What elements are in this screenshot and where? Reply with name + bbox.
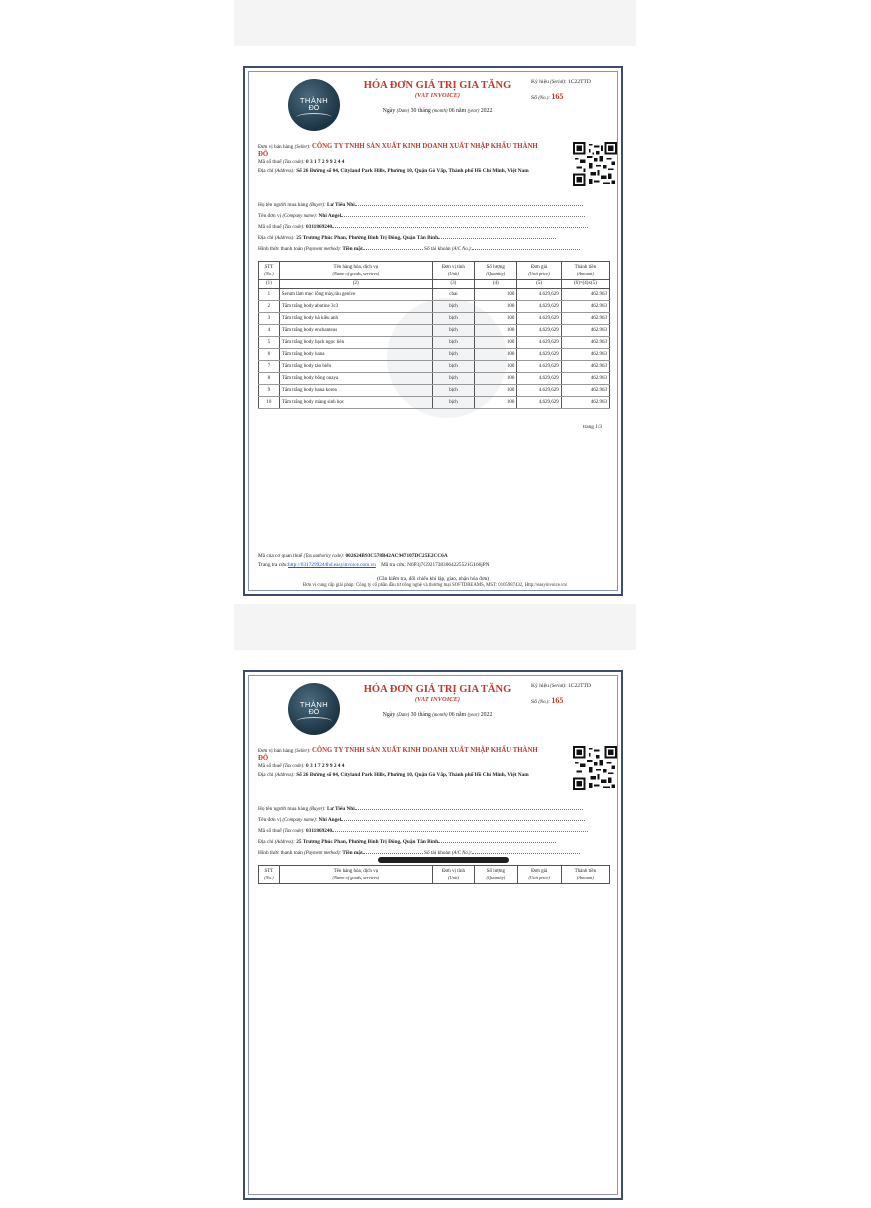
tax-authority-code: Mã của cơ quan thuế (Tax authority code): 002624B93C578B42AC947107DC25E2CC6A	[258, 553, 448, 559]
cell-no: 4	[259, 325, 280, 337]
table-header-cell: Đơn giá (Unit price)	[517, 262, 561, 280]
cell-amount: 462.963	[561, 349, 609, 361]
table-header-cell: Số lượng (Quantity)	[475, 866, 517, 884]
cell-price: 4.629,629	[517, 361, 561, 373]
page-gap-top	[234, 0, 636, 46]
page-indicator: trang 1/3	[583, 424, 602, 430]
cell-amount: 462.963	[561, 337, 609, 349]
cell-name: Serum làm mọc lông mày,râu genive	[279, 289, 432, 301]
column-number: (6)=(4)x(5)	[561, 280, 609, 289]
cell-price: 4.629,629	[517, 313, 561, 325]
company-name-row: Tên đơn vị (Company name): Nhi Angel	[258, 213, 608, 221]
cell-amount: 462.963	[561, 361, 609, 373]
table-row	[259, 289, 610, 301]
table-row	[259, 385, 610, 397]
cell-amount: 462.963	[561, 325, 609, 337]
cell-name: Tắm trắng body hana	[279, 349, 432, 361]
table-row	[259, 325, 610, 337]
invoice-number: Số (No.): 165	[531, 92, 564, 101]
cell-no: 7	[259, 361, 280, 373]
buyer-name: Lư Tiểu Nhi	[327, 202, 355, 208]
cell-unit: bịch	[432, 385, 474, 397]
payment-row: Hình thức thanh toán (Payment method): Tiền mặt Số tài khoản (A/C No.):	[258, 246, 608, 254]
table-header-cell: Đơn vị tính (Unit)	[432, 262, 474, 280]
invoice-content	[257, 68, 613, 594]
cell-qty: 100	[475, 397, 517, 409]
cell-amount: 462.963	[561, 313, 609, 325]
cell-price: 4.629,629	[517, 397, 561, 409]
buyer-address-row: Địa chỉ (Address): 25 Trương Phúc Phan, Phường Bình Trị Đông, Quận Tân Bình	[258, 839, 608, 847]
table-header-cell: Tên hàng hóa, dịch vụ (Name of goods, services)	[279, 262, 432, 280]
cell-no: 8	[259, 373, 280, 385]
buyer-tax-code: 0311869240	[306, 224, 333, 230]
cell-qty: 100	[475, 325, 517, 337]
horizontal-scrollbar[interactable]	[378, 857, 509, 863]
cell-price: 4.629,629	[517, 337, 561, 349]
cell-unit: bịch	[432, 313, 474, 325]
cell-unit: bịch	[432, 325, 474, 337]
cell-amount: 462.963	[561, 385, 609, 397]
invoice-title: HÓA ĐƠN GIÁ TRỊ GIA TĂNG	[363, 80, 512, 91]
invoice-date: Ngày (Date) 30 tháng (month) 06 năm (year) 2022	[382, 108, 493, 114]
table-header-cell: Thành tiền (Amount)	[561, 262, 609, 280]
cell-name: Tắm trắng body hà kiều anh	[279, 313, 432, 325]
cell-no: 2	[259, 301, 280, 313]
cell-price: 4.629,629	[517, 325, 561, 337]
invoice-content	[257, 672, 613, 1198]
column-number: (2)	[279, 280, 432, 289]
payment-method: Tiền mặt	[342, 246, 363, 252]
table-row	[259, 361, 610, 373]
seller-tax-code: 0 3 1 7 2 9 9 2 4 4	[306, 159, 345, 166]
cell-name: Tắm trắng body bông onaya	[279, 373, 432, 385]
cell-price: 4.629,629	[517, 349, 561, 361]
cell-unit: bịch	[432, 301, 474, 313]
column-number: (3)	[432, 280, 474, 289]
table-header-cell: STT (No.)	[259, 866, 280, 884]
cell-no: 3	[259, 313, 280, 325]
seller-info: Đơn vị bán hàng (Seller): CÔNG TY TNHH SẢN XUẤT KINH DOANH XUẤT NHẬP KHẨU THÀNH ĐÔ Mã số thuế (Tax code): 0 3 1 7 2 9 9 2 4 4 Địa chỉ (Address): Số 26 Đường số 04, Cityland Park Hills, Phường 10, Quận Gò Vấp, Thành phố Hồ Chí Minh, Việt Nam	[258, 747, 538, 778]
table-row	[259, 313, 610, 325]
table-header-cell: Thành tiền (Amount)	[561, 866, 609, 884]
invoice-serial: Ký hiệu (Serial): 1C22TTD	[531, 683, 591, 689]
lookup-info: Trang tra cứu:http://0317299244hd.easyinvoice.com.vn Mã tra cứu: N6P3j7G921738306422552​1G166jPN	[258, 562, 490, 568]
invoice-frame	[243, 66, 623, 596]
cell-qty: 100	[475, 349, 517, 361]
invoice-page-2	[234, 650, 636, 1208]
cell-qty: 100	[475, 289, 517, 301]
cell-price: 4.629,629	[517, 373, 561, 385]
table-row	[259, 349, 610, 361]
items-table	[258, 261, 610, 409]
qr-code-icon	[573, 142, 617, 186]
table-row	[259, 373, 610, 385]
cell-name: Tắm trắng body bạch ngọc liên	[279, 337, 432, 349]
cell-amount: 462.963	[561, 373, 609, 385]
table-header-cell: STT (No.)	[259, 262, 280, 280]
buyer-name-row: Họ tên người mua hàng (Buyer): Lư Tiểu Nhi	[258, 806, 608, 814]
cell-unit: bịch	[432, 361, 474, 373]
seller-address: Số 26 Đường số 04, Cityland Park Hills, Phường 10, Quận Gò Vấp, Thành phố Hồ Chí Minh, Việt Nam	[296, 771, 529, 778]
lookup-link[interactable]: http://0317299244hd.easyinvoice.com.vn	[288, 562, 376, 568]
invoice-serial: Ký hiệu (Serial): 1C22TTD	[531, 79, 591, 85]
seller-address: Số 26 Đường số 04, Cityland Park Hills, Phường 10, Quận Gò Vấp, Thành phố Hồ Chí Minh, Việt Nam	[296, 167, 529, 174]
invoice-date: Ngày (Date) 30 tháng (month) 06 năm (year) 2022	[382, 712, 493, 718]
cell-no: 6	[259, 349, 280, 361]
seller-info: Đơn vị bán hàng (Seller): CÔNG TY TNHH SẢN XUẤT KINH DOANH XUẤT NHẬP KHẨU THÀNH ĐÔ Mã số thuế (Tax code): 0 3 1 7 2 9 9 2 4 4 Địa chỉ (Address): Số 26 Đường số 04, Cityland Park Hills, Phường 10, Quận Gò Vấp, Thành phố Hồ Chí Minh, Việt Nam	[258, 143, 538, 174]
cell-name: Tắm trắng body hana korea	[279, 385, 432, 397]
qr-code-icon	[573, 746, 617, 790]
table-header-cell: Tên hàng hóa, dịch vụ (Name of goods, services)	[279, 866, 432, 884]
company-name: Nhi Angel	[318, 213, 342, 219]
cell-no: 10	[259, 397, 280, 409]
column-number: (1)	[259, 280, 280, 289]
table-row	[259, 301, 610, 313]
company-name-row: Tên đơn vị (Company name): Nhi Angel	[258, 817, 608, 825]
provider-note: Đơn vị cung cấp giải pháp: Công ty cổ phần đầu tư công nghệ và thương mại SOFTDREAMS, MST: 0105987432, Http://easyinvoice.vn/	[302, 583, 568, 588]
cell-name: Tắm trắng body abutine 3c3	[279, 301, 432, 313]
buyer-tax-row: Mã số thuế (Tax code): 0311869240	[258, 224, 608, 232]
cell-qty: 100	[475, 361, 517, 373]
buyer-tax-row: Mã số thuế (Tax code): 0311869240	[258, 828, 608, 836]
cell-amount: 462.963	[561, 289, 609, 301]
items-table	[258, 865, 610, 884]
table-header-cell: Đơn giá (Unit price)	[517, 866, 561, 884]
table-header-cell: Số lượng (Quantity)	[475, 262, 517, 280]
cell-qty: 100	[475, 385, 517, 397]
check-note: (Cần kiểm tra, đối chiếu khi lập, giao, nhận hóa đơn)	[376, 576, 490, 582]
cell-unit: bịch	[432, 397, 474, 409]
cell-qty: 100	[475, 373, 517, 385]
table-header-cell: Đơn vị tính (Unit)	[432, 866, 474, 884]
page-gap-middle	[234, 604, 636, 650]
payment-row: Hình thức thanh toán (Payment method): Tiền mặt Số tài khoản (A/C No.):	[258, 850, 608, 858]
invoice-number: Số (No.): 165	[531, 696, 564, 705]
cell-qty: 100	[475, 313, 517, 325]
invoice-page-1	[234, 46, 636, 604]
company-logo: THÀNH ĐÔ	[288, 79, 340, 131]
buyer-address: 25 Trương Phúc Phan, Phường Bình Trị Đông, Quận Tân Bình	[296, 235, 439, 241]
logo-swoosh-icon	[296, 113, 332, 122]
cell-no: 5	[259, 337, 280, 349]
column-number: (4)	[475, 280, 517, 289]
invoice-subtitle: (VAT INVOICE)	[414, 696, 461, 703]
cell-no: 9	[259, 385, 280, 397]
logo-swoosh-icon	[296, 717, 332, 726]
cell-name: Tắm trắng body tảo biển	[279, 361, 432, 373]
invoice-frame	[243, 670, 623, 1200]
cell-unit: chai	[432, 289, 474, 301]
seller-name: CÔNG TY TNHH SẢN XUẤT KINH DOANH XUẤT NHẬP KHẨU THÀNH ĐÔ	[258, 143, 538, 158]
buyer-name-row: Họ tên người mua hàng (Buyer): Lư Tiểu Nhi	[258, 202, 608, 210]
cell-unit: bịch	[432, 337, 474, 349]
cell-price: 4.629,629	[517, 301, 561, 313]
cell-name: Tắm trắng body enchanteus	[279, 325, 432, 337]
seller-tax-code: 0 3 1 7 2 9 9 2 4 4	[306, 763, 345, 770]
column-number: (5)	[517, 280, 561, 289]
cell-name: Tắm trắng body màng sinh học	[279, 397, 432, 409]
company-logo: THÀNH ĐÔ	[288, 683, 340, 735]
cell-unit: bịch	[432, 349, 474, 361]
table-row	[259, 337, 610, 349]
invoice-title: HÓA ĐƠN GIÁ TRỊ GIA TĂNG	[363, 684, 512, 695]
cell-price: 4.629,629	[517, 385, 561, 397]
cell-price: 4.629,629	[517, 289, 561, 301]
table-row	[259, 397, 610, 409]
cell-amount: 462.963	[561, 397, 609, 409]
cell-no: 1	[259, 289, 280, 301]
cell-qty: 100	[475, 337, 517, 349]
seller-name: CÔNG TY TNHH SẢN XUẤT KINH DOANH XUẤT NHẬP KHẨU THÀNH ĐÔ	[258, 747, 538, 762]
cell-amount: 462.963	[561, 301, 609, 313]
cell-qty: 100	[475, 301, 517, 313]
cell-unit: bịch	[432, 373, 474, 385]
buyer-address-row: Địa chỉ (Address): 25 Trương Phúc Phan, Phường Bình Trị Đông, Quận Tân Bình	[258, 235, 608, 243]
invoice-subtitle: (VAT INVOICE)	[414, 92, 461, 99]
